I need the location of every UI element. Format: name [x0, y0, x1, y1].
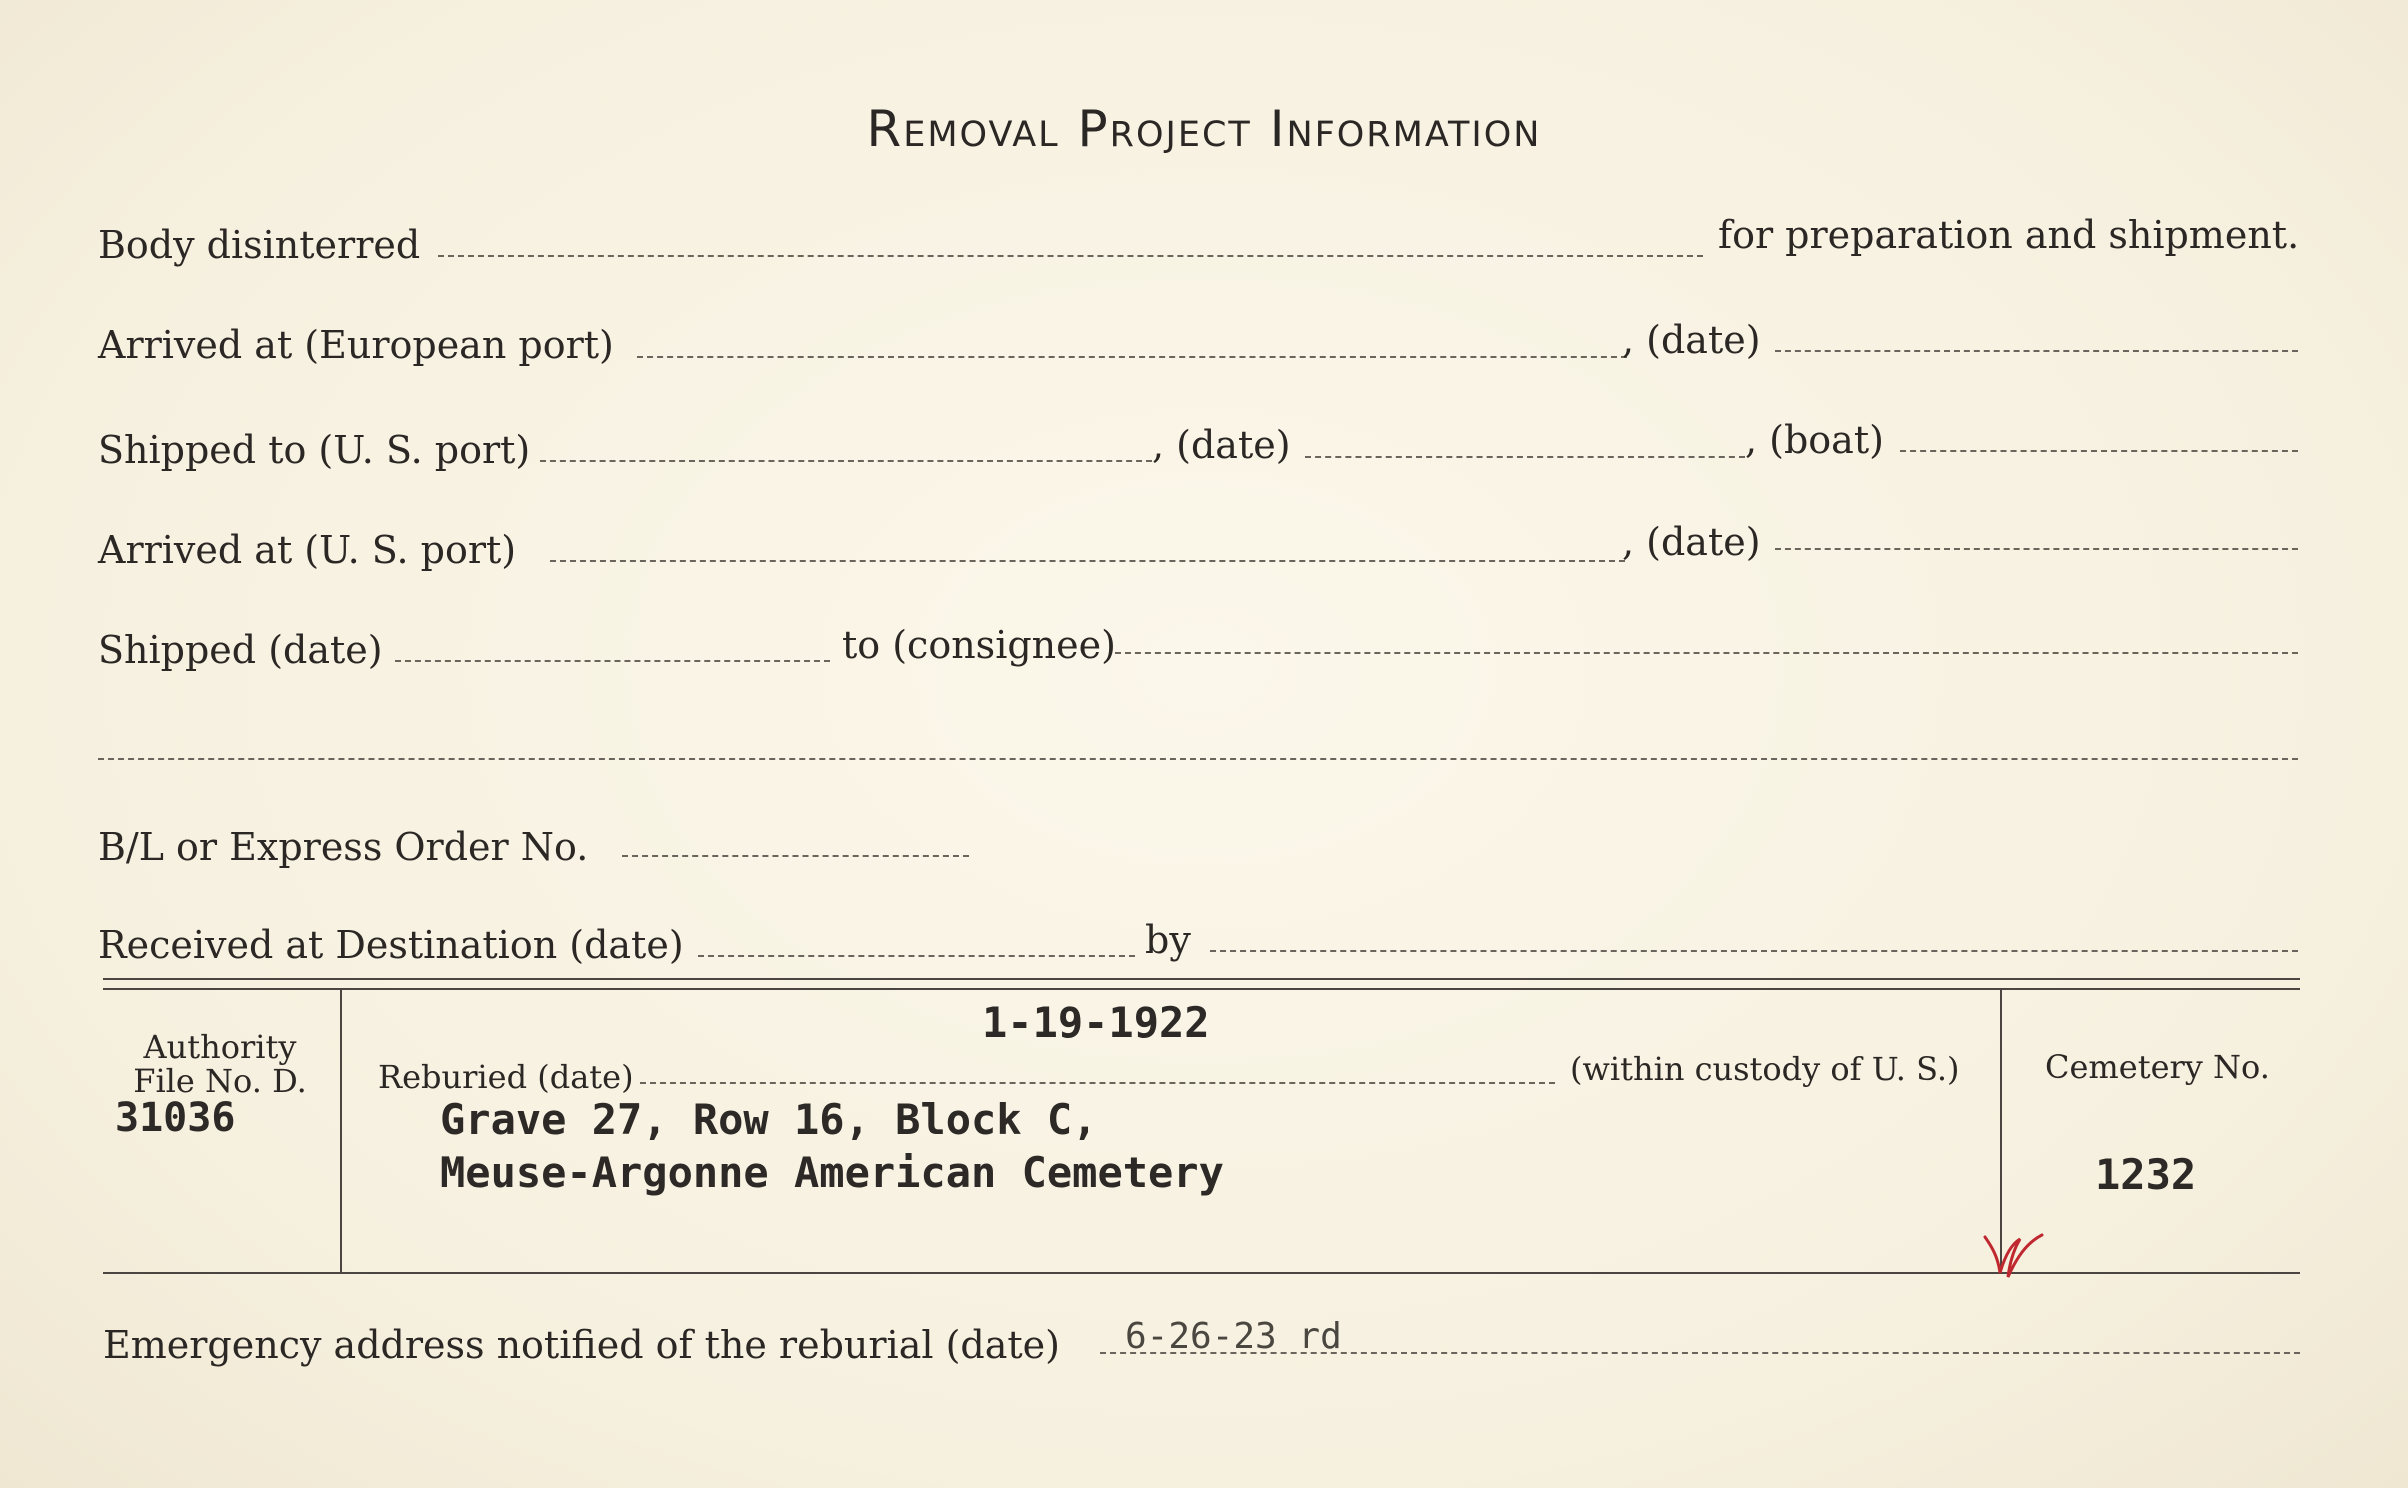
arrived-us-port-line [550, 560, 1625, 562]
cemetery-name: Meuse-Argonne American Cemetery [440, 1148, 1224, 1197]
arrived-us-port-label: Arrived at (U. S. port) [98, 528, 517, 572]
bl-order-label: B/L or Express Order No. [98, 825, 589, 869]
custody-label: (within custody of U. S.) [1570, 1050, 1960, 1088]
authority-label-line1: Authority [143, 1028, 297, 1066]
arrived-european-port-label: Arrived at (European port) [98, 323, 614, 367]
for-preparation-label: for preparation and shipment. [1718, 213, 2300, 257]
arrived-european-date-label: , (date) [1622, 318, 1761, 362]
body-disinterred-label: Body disinterred [98, 223, 421, 267]
authority-label-line2: File No. D. [133, 1062, 307, 1100]
file-number: 31036 [115, 1095, 236, 1141]
reburied-date-value: 1-19-1922 [982, 998, 1210, 1047]
body-disinterred-line [438, 255, 1703, 257]
received-destination-line [698, 955, 1135, 957]
arrived-european-date-line [1775, 350, 2298, 352]
arrived-us-date-line [1775, 548, 2298, 550]
emergency-address-label: Emergency address notified of the reburial (date) [103, 1323, 1060, 1367]
reburied-date-line [640, 1082, 1555, 1084]
lower-section-bottom-rule [103, 1272, 2300, 1274]
grave-location: Grave 27, Row 16, Block C, [440, 1095, 1098, 1144]
red-check-mark-icon [1980, 1225, 2050, 1285]
cemetery-number: 1232 [2095, 1150, 2197, 1199]
consignee-label: to (consignee) [842, 623, 1116, 667]
lower-section-top-rule-2 [103, 988, 2300, 990]
bl-order-line [622, 855, 969, 857]
reburied-date-label: Reburied (date) [378, 1058, 634, 1096]
shipped-to-us-port-line [540, 460, 1152, 462]
shipped-to-date-line [1305, 456, 1745, 458]
authority-divider [340, 990, 342, 1272]
authority-label [120, 1030, 320, 1098]
consignee-continuation-line [98, 758, 2298, 760]
consignee-line [1115, 652, 2298, 654]
arrived-european-port-line [637, 356, 1627, 358]
received-destination-label: Received at Destination (date) [98, 923, 684, 967]
boat-label: , (boat) [1745, 418, 1884, 462]
arrived-us-date-label: , (date) [1622, 520, 1761, 564]
by-label: by [1145, 918, 1191, 962]
boat-line [1900, 450, 2298, 452]
emergency-date-line [1100, 1352, 2300, 1354]
shipped-date-label: Shipped (date) [98, 628, 383, 672]
shipped-to-date-label: , (date) [1152, 423, 1291, 467]
shipped-to-us-port-label: Shipped to (U. S. port) [98, 428, 531, 472]
cemetery-number-label: Cemetery No. [2045, 1048, 2270, 1086]
lower-section-top-rule [103, 978, 2300, 980]
emergency-date-value: 6-26-23 rd [1125, 1316, 1342, 1357]
card-title: Removal Project Information [866, 100, 1542, 158]
by-line [1210, 950, 2298, 952]
shipped-date-line [395, 660, 830, 662]
